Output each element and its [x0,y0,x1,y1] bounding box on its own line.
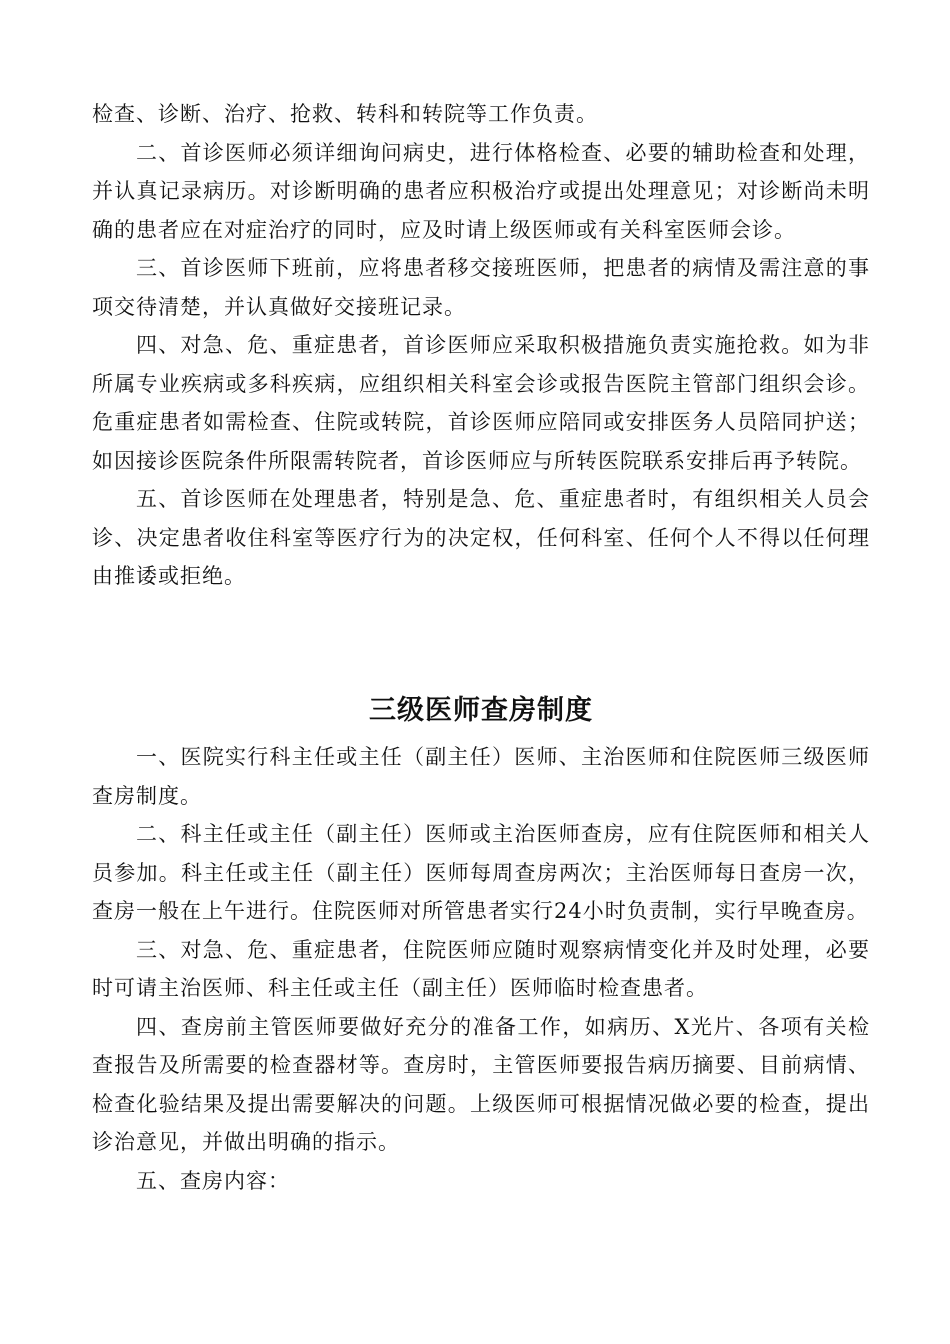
paragraph-item-5: 五、首诊医师在处理患者，特别是急、危、重症患者时，有组织相关人员会诊、决定患者收住科室等医疗行为的决定权，任何科室、任何个人不得以任何理由推诿或拒绝。 [92,487,870,588]
paragraph-item-3: 三、首诊医师下班前，应将患者移交接班医师，把患者的病情及需注意的事项交待清楚，并认真做好交接班记录。 [92,256,870,319]
rounds-paragraph-2: 二、科主任或主任（副主任）医师或主治医师查房，应有住院医师和相关人员参加。科主任或主任（副主任）医师每周查房两次；主治医师每日查房一次，查房一般在上午进行。住院医师对所管患者实行24小时负责制，实行早晚查房。 [92,822,870,923]
paragraph-continuation: 检查、诊断、治疗、抢救、转科和转院等工作负责。 [92,102,598,126]
rounds-paragraph-3: 三、对急、危、重症患者，住院医师应随时观察病情变化并及时处理，必要时可请主治医师、科主任或主任（副主任）医师临时检查患者。 [92,937,870,1000]
paragraph-item-4: 四、对急、危、重症患者，首诊医师应采取积极措施负责实施抢救。如为非所属专业疾病或多科疾病，应组织相关科室会诊或报告医院主管部门组织会诊。危重症患者如需检查、住院或转院，首诊医师应陪同或安排医务人员陪同护送；如因接诊医院条件所限需转院者，首诊医师应与所转医院联系安排后再予转院。 [92,333,870,473]
rounds-paragraph-5: 五、查房内容： [136,1168,290,1193]
paragraph-item-2: 二、首诊医师必须详细询问病史，进行体格检查、必要的辅助检查和处理，并认真记录病历。对诊断明确的患者应积极治疗或提出处理意见；对诊断尚未明确的患者应在对症治疗的同时，应及时请上级医师或有关科室医师会诊。 [92,140,870,242]
ward-rounds-section [92,688,870,1200]
rounds-paragraph-4: 四、查房前主管医师要做好充分的准备工作，如病历、X光片、各项有关检查报告及所需要的检查器材等。查房时，主管医师要报告病历摘要、目前病情、检查化验结果及提出需要解决的问题。上级医师可根据情况做必要的检查，提出诊治意见，并做出明确的指示。 [92,1014,870,1154]
first-visit-section [92,95,870,596]
rounds-paragraph-1: 一、医院实行科主任或主任（副主任）医师、主治医师和住院医师三级医师查房制度。 [92,745,870,808]
section-title: 三级医师查房制度 [369,695,593,726]
